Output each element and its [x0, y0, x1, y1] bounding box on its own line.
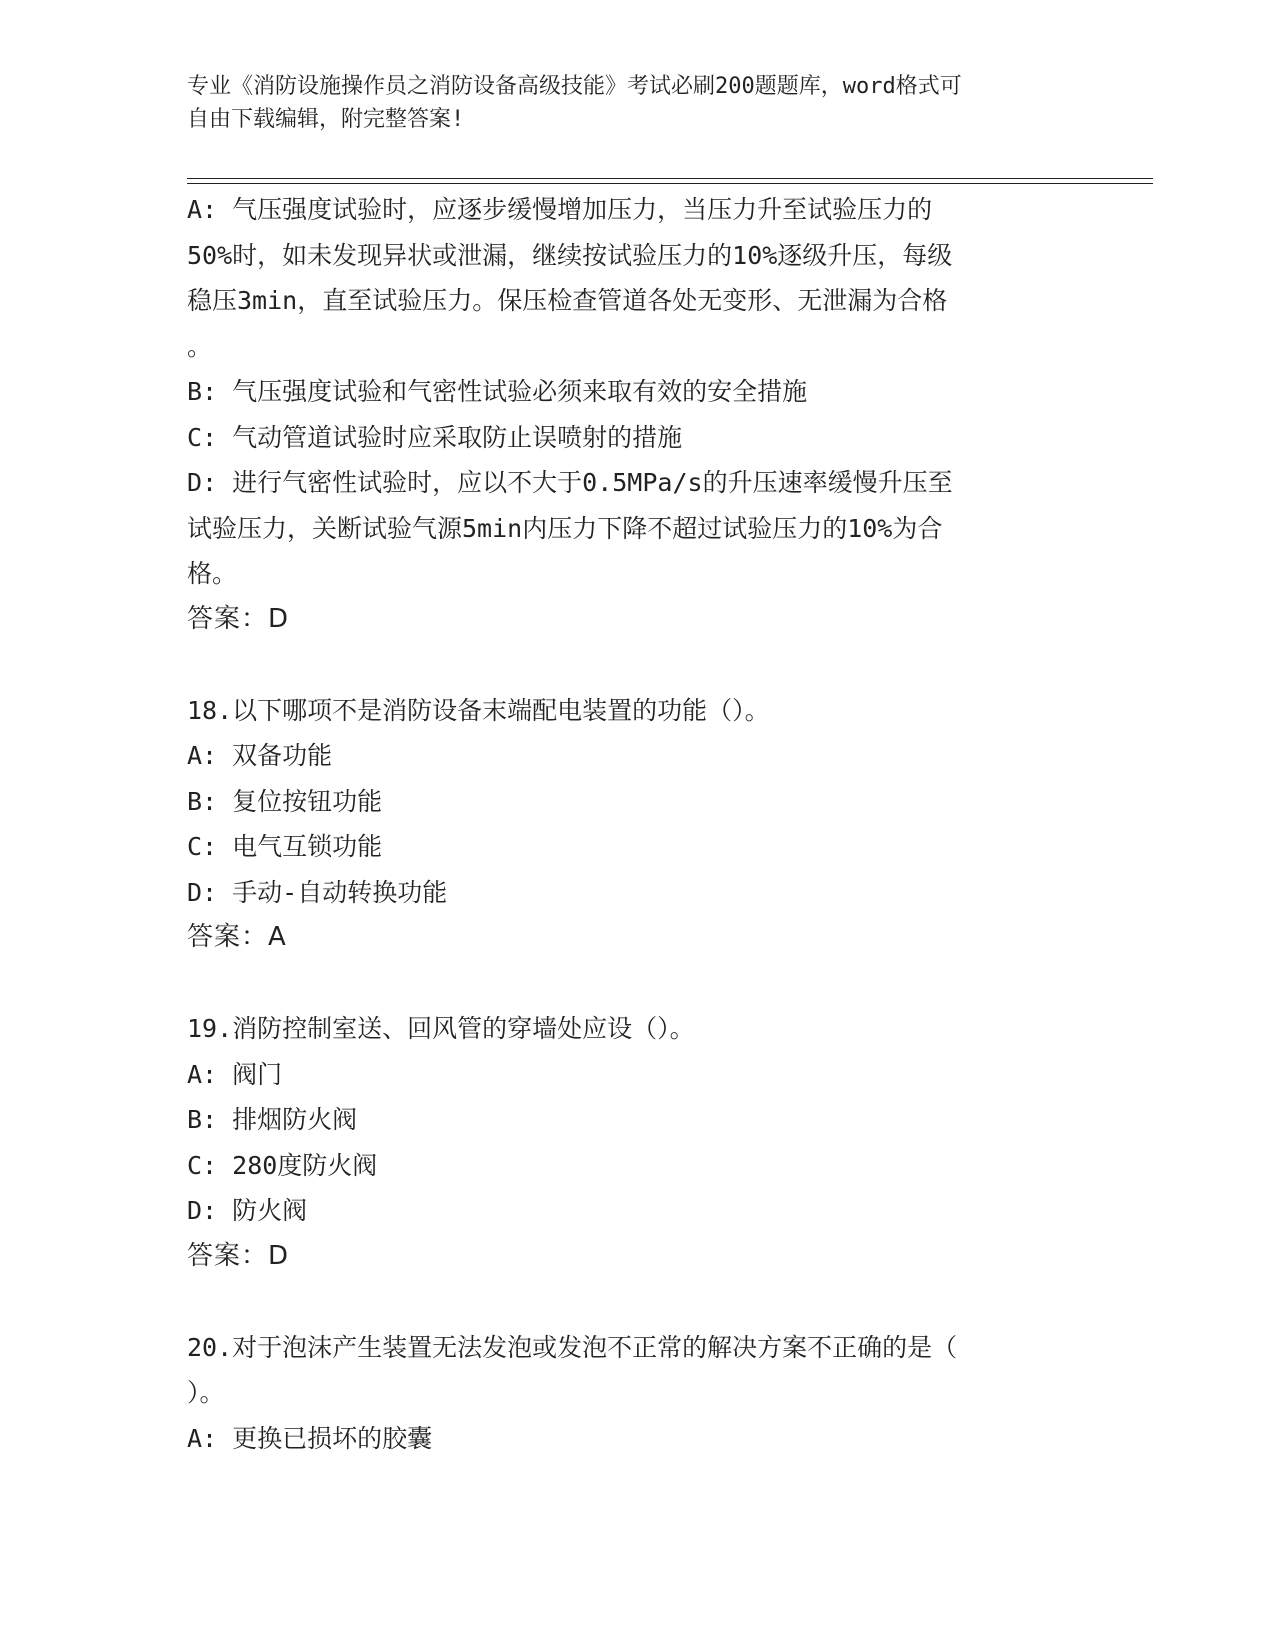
question-text-line: ）。 [187, 1378, 225, 1407]
option-a-line: A: 气压强度试验时，应逐步缓慢增加压力，当压力升至试验压力的 [187, 195, 933, 224]
spacer [187, 642, 1067, 688]
question-text: 19.消防控制室送、回风管的穿墙处应设（）。 [187, 1014, 695, 1043]
option-a: A: 阀门 [187, 1059, 283, 1089]
question-content [187, 187, 1067, 1461]
option-b: B: 复位按钮功能 [187, 786, 383, 816]
question-text-line: 20.对于泡沫产生装置无法发泡或发泡不正常的解决方案不正确的是（ [187, 1332, 958, 1362]
document-header [187, 70, 1067, 136]
option-a-line: 稳压3min，直至试验压力。保压检查管道各处无变形、无泄漏为合格 [187, 286, 948, 315]
question-20 [187, 1325, 1067, 1462]
spacer [187, 1279, 1067, 1325]
option-a-line: 50%时，如未发现异状或泄漏，继续按试验压力的10%逐级升压，每级 [187, 240, 953, 270]
option-d: D: 防火阀 [187, 1196, 308, 1225]
header-line-2: 自由下载编辑，附完整答案! [187, 107, 465, 132]
option-d: D: 手动-自动转换功能 [187, 877, 448, 907]
option-a: A: 双备功能 [187, 741, 333, 770]
option-d-line: 格。 [187, 559, 238, 588]
option-d-line: 试验压力，关断试验气源5min内压力下降不超过试验压力的10%为合 [187, 513, 943, 543]
spacer [187, 961, 1067, 1007]
question-19 [187, 1006, 1067, 1279]
answer-label: 答案：A [187, 922, 287, 952]
option-c: C: 280度防火阀 [187, 1150, 378, 1180]
answer-label: 答案：D [187, 1240, 290, 1271]
option-c: C: 气动管道试验时应采取防止误喷射的措施 [187, 422, 683, 452]
option-a-line: 。 [187, 331, 213, 361]
option-b: B: 排烟防火阀 [187, 1105, 358, 1134]
header-line-1: 专业《消防设施操作员之消防设备高级技能》考试必刷200题题库，word格式可 [187, 74, 962, 99]
question-17 [187, 187, 1067, 642]
option-c: C: 电气互锁功能 [187, 832, 383, 861]
question-text: 18.以下哪项不是消防设备末端配电装置的功能（）。 [187, 695, 770, 725]
option-d-line: D: 进行气密性试验时，应以不大于0.5MPa/s的升压速率缓慢升压至 [187, 468, 953, 497]
question-18 [187, 688, 1067, 961]
option-b: B: 气压强度试验和气密性试验必须来取有效的安全措施 [187, 377, 808, 406]
header-divider-top [187, 178, 1153, 179]
option-a: A: 更换已损坏的胶囊 [187, 1423, 433, 1453]
header-divider-bottom [187, 183, 1153, 184]
answer-label: 答案：D [187, 603, 290, 634]
